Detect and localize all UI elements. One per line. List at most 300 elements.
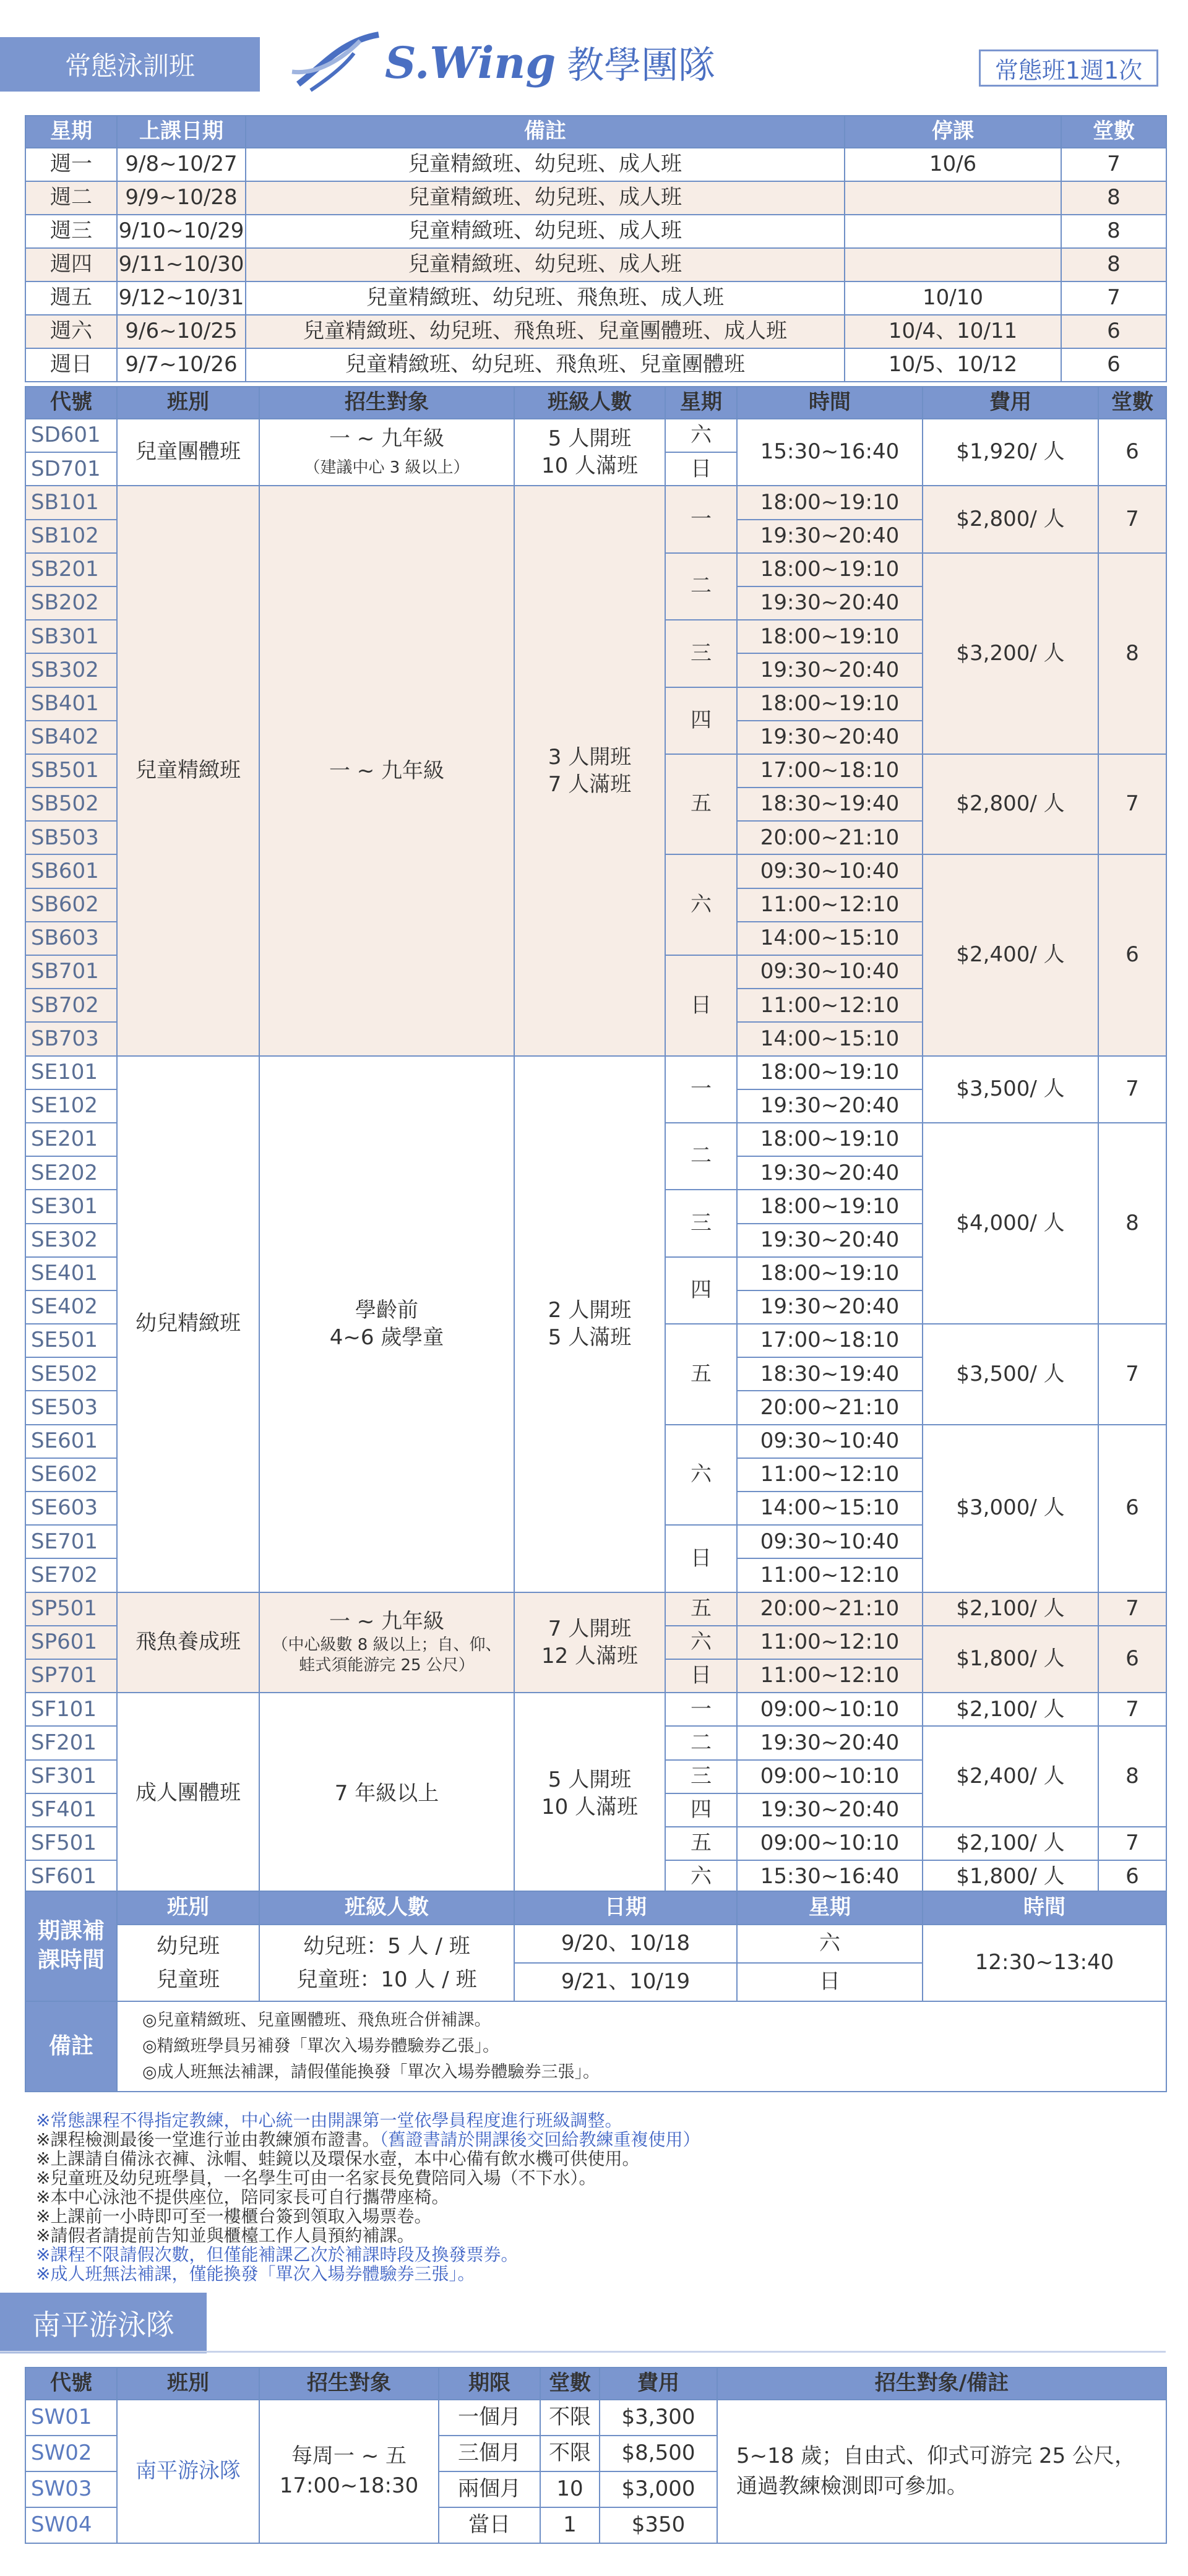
remarks-label: 備註 bbox=[25, 2001, 117, 2092]
class-time: 09:00~10:10 bbox=[737, 1760, 923, 1793]
divider bbox=[0, 2351, 1166, 2353]
class-weekday: 二 bbox=[665, 553, 737, 620]
lesson-count: 6 bbox=[1061, 348, 1166, 382]
class-group-name: 幼兒精緻班 bbox=[117, 1056, 259, 1592]
class-time: 19:30~20:40 bbox=[737, 1089, 923, 1123]
remark-line: ◎成人班無法補課，請假僅能換發「單次入場券體驗券三張」。 bbox=[142, 2062, 600, 2082]
holiday: 10/6 bbox=[845, 148, 1061, 181]
col-header: 班級人數 bbox=[514, 387, 665, 419]
class-time: 19:30~20:40 bbox=[737, 653, 923, 687]
schedule-row bbox=[25, 348, 1166, 382]
note-line bbox=[36, 2187, 1162, 2207]
makeup-size: 兒童班：10 人 / 班 bbox=[296, 1967, 477, 1992]
class-code: SF601 bbox=[25, 1860, 117, 1894]
brand-logo bbox=[286, 28, 731, 97]
class-weekday: 六 bbox=[665, 1626, 737, 1659]
class-time: 18:00~19:10 bbox=[737, 1257, 923, 1290]
lesson-count: 7 bbox=[1061, 148, 1166, 181]
class-weekday: 日 bbox=[665, 1525, 737, 1592]
col-header: 代號 bbox=[25, 387, 117, 419]
class-time: 11:00~12:10 bbox=[737, 888, 923, 922]
note-text: ※本中心泳池不提供座位，陪同家長可自行攜帶座椅。 bbox=[36, 2187, 449, 2207]
class-code: SE602 bbox=[25, 1458, 117, 1492]
class-lesson-count: 8 bbox=[1098, 553, 1166, 754]
class-weekday: 五 bbox=[665, 1827, 737, 1860]
class-lesson-count: 7 bbox=[1098, 486, 1166, 552]
date-range: 9/7~10/26 bbox=[117, 348, 246, 382]
class-weekday: 日 bbox=[665, 955, 737, 1056]
class-weekday: 二 bbox=[665, 1123, 737, 1190]
class-lesson-count: 6 bbox=[1098, 854, 1166, 1055]
class-lesson-count: 8 bbox=[1098, 1123, 1166, 1324]
col-header: 堂數 bbox=[540, 2368, 600, 2400]
col-header: 堂數 bbox=[1098, 387, 1166, 419]
class-row bbox=[25, 419, 1166, 452]
class-row bbox=[25, 1693, 1166, 1726]
class-weekday: 一 bbox=[665, 486, 737, 552]
class-code: SB302 bbox=[25, 653, 117, 687]
date-range: 9/11~10/30 bbox=[117, 248, 246, 281]
class-weekday: 五 bbox=[665, 1324, 737, 1425]
note-line bbox=[36, 2111, 1162, 2130]
class-code: SP701 bbox=[25, 1659, 117, 1693]
weekday: 週二 bbox=[25, 181, 117, 215]
note-text: ※請假者請提前告知並與櫃檯工作人員預約補課。 bbox=[36, 2225, 415, 2246]
class-fee: $3,500/ 人 bbox=[923, 1324, 1098, 1425]
class-row bbox=[25, 486, 1166, 519]
class-size-min: 5 人開班 bbox=[548, 426, 632, 451]
weekday: 週一 bbox=[25, 148, 117, 181]
class-weekday: 三 bbox=[665, 620, 737, 687]
target-note: （中心級數 8 級以上；自、仰、蛙式須能游完 25 公尺） bbox=[272, 1636, 502, 1675]
class-code: SE202 bbox=[25, 1156, 117, 1190]
notes-list bbox=[36, 2111, 1162, 2283]
class-code: SB603 bbox=[25, 922, 117, 955]
class-weekday: 六 bbox=[665, 1860, 737, 1894]
section-tag-team: 南平游泳隊 bbox=[0, 2293, 207, 2353]
class-fee: $2,100/ 人 bbox=[923, 1827, 1098, 1860]
col-header: 上課日期 bbox=[117, 116, 246, 148]
class-target bbox=[259, 1592, 514, 1693]
class-time: 19:30~20:40 bbox=[737, 1156, 923, 1190]
class-code: SE502 bbox=[25, 1357, 117, 1391]
class-size-min: 7 人開班 bbox=[548, 1616, 632, 1641]
class-lesson-count: 6 bbox=[1098, 1860, 1166, 1894]
class-size-max: 7 人滿班 bbox=[548, 771, 632, 797]
holiday: 10/5、10/12 bbox=[845, 348, 1061, 382]
remark-line: ◎兒童精緻班、兒童團體班、飛魚班合併補課。 bbox=[142, 2011, 491, 2030]
col-header: 星期 bbox=[737, 1891, 923, 1925]
class-code: SE301 bbox=[25, 1190, 117, 1223]
class-fee: $4,000/ 人 bbox=[923, 1123, 1098, 1324]
makeup-label: 期課補課時間 bbox=[25, 1891, 117, 2001]
class-size bbox=[514, 419, 665, 486]
col-header: 班別 bbox=[117, 387, 259, 419]
class-size bbox=[514, 486, 665, 1055]
col-header: 備註 bbox=[246, 116, 845, 148]
note-line bbox=[36, 2168, 1162, 2187]
class-code: SE302 bbox=[25, 1224, 117, 1257]
class-time: 19:30~20:40 bbox=[737, 721, 923, 754]
class-code: SB401 bbox=[25, 687, 117, 721]
class-weekday: 一 bbox=[665, 1693, 737, 1726]
class-weekday: 五 bbox=[665, 1592, 737, 1626]
col-header: 時間 bbox=[923, 1891, 1166, 1925]
team-table bbox=[25, 2367, 1167, 2544]
weekday: 週日 bbox=[25, 348, 117, 382]
col-header: 班別 bbox=[117, 1891, 259, 1925]
class-weekday: 日 bbox=[665, 1659, 737, 1693]
team-note: 5~18 歲；自由式、仰式可游完 25 公尺，通過教練檢測即可參加。 bbox=[717, 2400, 1166, 2543]
class-weekday: 日 bbox=[665, 452, 737, 486]
class-time: 19:30~20:40 bbox=[737, 1793, 923, 1827]
class-code: SE503 bbox=[25, 1391, 117, 1424]
class-code: SP501 bbox=[25, 1592, 117, 1626]
class-code: SF501 bbox=[25, 1827, 117, 1860]
class-code: SB301 bbox=[25, 620, 117, 653]
class-weekday: 五 bbox=[665, 754, 737, 855]
class-time: 18:00~19:10 bbox=[737, 1056, 923, 1089]
class-lesson-count: 7 bbox=[1098, 754, 1166, 855]
logo-text: 教學團隊 bbox=[567, 44, 716, 87]
class-size-min: 5 人開班 bbox=[548, 1767, 632, 1792]
target-grade: 一 ~ 九年級 bbox=[329, 1608, 445, 1634]
team-target-days: 每周一 ~ 五 bbox=[291, 2444, 407, 2469]
makeup-size: 幼兒班：5 人 / 班 bbox=[303, 1933, 470, 1959]
target-grade: 一 ~ 九年級 bbox=[329, 758, 445, 783]
note-text: ※成人班無法補課，僅能換發「單次入場券體驗券三張」。 bbox=[36, 2264, 475, 2284]
class-code: SB101 bbox=[25, 486, 117, 519]
col-header: 招生對象 bbox=[259, 2368, 439, 2400]
team-period: 三個月 bbox=[439, 2436, 540, 2471]
col-header: 星期 bbox=[25, 116, 117, 148]
class-group-name: 兒童團體班 bbox=[117, 419, 259, 486]
class-time: 09:00~10:10 bbox=[737, 1693, 923, 1726]
date-range: 9/6~10/25 bbox=[117, 315, 246, 348]
class-code: SD701 bbox=[25, 452, 117, 486]
class-code: SB503 bbox=[25, 821, 117, 854]
col-header: 班級人數 bbox=[259, 1891, 514, 1925]
team-code: SW01 bbox=[25, 2400, 117, 2436]
target-note: （建議中心 3 級以上） bbox=[304, 458, 470, 478]
note-line bbox=[36, 2264, 1162, 2283]
class-weekday: 六 bbox=[665, 854, 737, 955]
team-target-time: 17:00~18:30 bbox=[279, 2473, 419, 2498]
target-age: 4~6 歲學童 bbox=[329, 1325, 444, 1350]
class-fee: $2,800/ 人 bbox=[923, 486, 1098, 552]
target-grade: 一 ~ 九年級 bbox=[329, 426, 445, 451]
class-time: 18:00~19:10 bbox=[737, 553, 923, 586]
schedule-row bbox=[25, 181, 1166, 215]
class-fee: $1,800/ 人 bbox=[923, 1626, 1098, 1693]
holiday bbox=[845, 215, 1061, 248]
class-lesson-count: 6 bbox=[1098, 419, 1166, 486]
class-code: SP601 bbox=[25, 1626, 117, 1659]
class-lesson-count: 6 bbox=[1098, 1626, 1166, 1693]
team-count: 不限 bbox=[540, 2436, 600, 2471]
team-name: 南平游泳隊 bbox=[117, 2400, 259, 2543]
class-code: SF401 bbox=[25, 1793, 117, 1827]
class-time: 15:30~16:40 bbox=[737, 419, 923, 486]
holiday: 10/4、10/11 bbox=[845, 315, 1061, 348]
note-text: ※常態課程不得指定教練，中心統一由開課第一堂依學員程度進行班級調整。 bbox=[36, 2110, 622, 2131]
class-time: 19:30~20:40 bbox=[737, 1290, 923, 1324]
class-list: 兒童精緻班、幼兒班、成人班 bbox=[246, 181, 845, 215]
class-time: 18:00~19:10 bbox=[737, 1123, 923, 1156]
team-fee: $3,300 bbox=[600, 2400, 717, 2436]
class-code: SB202 bbox=[25, 586, 117, 620]
frequency-tag: 常態班1週1次 bbox=[979, 49, 1158, 87]
target-grade: 7 年級以上 bbox=[334, 1780, 439, 1806]
class-code: SD601 bbox=[25, 419, 117, 452]
class-list: 兒童精緻班、幼兒班、飛魚班、兒童團體班 bbox=[246, 348, 845, 382]
class-time: 20:00~21:10 bbox=[737, 1592, 923, 1626]
lesson-count: 8 bbox=[1061, 181, 1166, 215]
weekday: 週六 bbox=[25, 315, 117, 348]
classes-table bbox=[25, 386, 1167, 1894]
col-header: 招生對象 bbox=[259, 387, 514, 419]
class-time: 14:00~15:10 bbox=[737, 1492, 923, 1525]
col-header: 代號 bbox=[25, 2368, 117, 2400]
class-size-min: 3 人開班 bbox=[548, 744, 632, 770]
class-lesson-count: 7 bbox=[1098, 1827, 1166, 1860]
class-time: 09:30~10:40 bbox=[737, 955, 923, 989]
class-code: SF301 bbox=[25, 1760, 117, 1793]
class-target bbox=[259, 1693, 514, 1894]
class-time: 11:00~12:10 bbox=[737, 1626, 923, 1659]
makeup-table bbox=[25, 1891, 1167, 2092]
class-code: SB701 bbox=[25, 955, 117, 989]
date-range: 9/9~10/28 bbox=[117, 181, 246, 215]
note-text: ※上課前一小時即可至一樓櫃台簽到領取入場票卷。 bbox=[36, 2206, 432, 2226]
class-group-name: 飛魚養成班 bbox=[117, 1592, 259, 1693]
class-time: 18:00~19:10 bbox=[737, 687, 923, 721]
note-text: ※課程不限請假次數，但僅能補課乙次於補課時段及換發票券。 bbox=[36, 2244, 519, 2265]
class-size bbox=[514, 1592, 665, 1693]
team-count: 10 bbox=[540, 2471, 600, 2507]
class-list: 兒童精緻班、幼兒班、成人班 bbox=[246, 215, 845, 248]
class-time: 20:00~21:10 bbox=[737, 1391, 923, 1424]
class-row bbox=[25, 1592, 1166, 1626]
team-period: 一個月 bbox=[439, 2400, 540, 2436]
weekday: 週三 bbox=[25, 215, 117, 248]
section-tag-regular: 常態泳訓班 bbox=[0, 37, 260, 92]
note-text: ※課程檢測最後一堂進行並由教練頒布證書。 bbox=[36, 2129, 380, 2150]
note-extra: （舊證書請於開課後交回給教練重複使用） bbox=[379, 2129, 700, 2150]
class-weekday: 三 bbox=[665, 1190, 737, 1256]
team-fee: $350 bbox=[600, 2507, 717, 2543]
class-code: SE603 bbox=[25, 1492, 117, 1525]
class-time: 14:00~15:10 bbox=[737, 922, 923, 955]
class-fee: $3,500/ 人 bbox=[923, 1056, 1098, 1123]
date-range: 9/8~10/27 bbox=[117, 148, 246, 181]
class-time: 11:00~12:10 bbox=[737, 989, 923, 1022]
swing-logo-icon bbox=[286, 28, 385, 97]
lesson-count: 7 bbox=[1061, 281, 1166, 315]
note-text: ※上課請自備泳衣褲、泳帽、蛙鏡以及環保水壺，本中心備有飲水機可供使用。 bbox=[36, 2149, 640, 2169]
class-size-max: 10 人滿班 bbox=[541, 453, 639, 479]
class-code: SB703 bbox=[25, 1022, 117, 1055]
schedule-row bbox=[25, 215, 1166, 248]
weekday: 週四 bbox=[25, 248, 117, 281]
date-range: 9/10~10/29 bbox=[117, 215, 246, 248]
class-time: 18:00~19:10 bbox=[737, 620, 923, 653]
class-fee: $3,000/ 人 bbox=[923, 1425, 1098, 1592]
class-code: SE101 bbox=[25, 1056, 117, 1089]
team-target bbox=[259, 2400, 439, 2543]
class-fee: $1,920/ 人 bbox=[923, 419, 1098, 486]
class-fee: $1,800/ 人 bbox=[923, 1860, 1098, 1894]
class-weekday: 三 bbox=[665, 1760, 737, 1793]
makeup-class: 幼兒班 bbox=[157, 1933, 220, 1959]
class-lesson-count: 8 bbox=[1098, 1726, 1166, 1827]
team-period: 兩個月 bbox=[439, 2471, 540, 2507]
makeup-date: 9/21、10/19 bbox=[514, 1963, 737, 2001]
class-weekday: 二 bbox=[665, 1726, 737, 1759]
class-lesson-count: 7 bbox=[1098, 1592, 1166, 1626]
class-size bbox=[514, 1693, 665, 1894]
class-code: SF201 bbox=[25, 1726, 117, 1759]
remark-line: ◎精緻班學員另補發「單次入場券體驗券乙張」。 bbox=[142, 2037, 500, 2056]
makeup-classes bbox=[117, 1925, 259, 2001]
col-header: 費用 bbox=[923, 387, 1098, 419]
col-header: 費用 bbox=[600, 2368, 717, 2400]
schedule-row bbox=[25, 315, 1166, 348]
class-size-max: 5 人滿班 bbox=[548, 1325, 632, 1350]
team-fee: $8,500 bbox=[600, 2436, 717, 2471]
class-code: SE401 bbox=[25, 1257, 117, 1290]
class-time: 18:30~19:40 bbox=[737, 788, 923, 821]
class-list: 兒童精緻班、幼兒班、飛魚班、成人班 bbox=[246, 281, 845, 315]
class-fee: $2,100/ 人 bbox=[923, 1693, 1098, 1726]
class-time: 14:00~15:10 bbox=[737, 1022, 923, 1055]
class-size-max: 12 人滿班 bbox=[541, 1643, 639, 1668]
logo-brand: S.Wing bbox=[385, 36, 556, 88]
col-header: 班別 bbox=[117, 2368, 259, 2400]
class-time: 20:00~21:10 bbox=[737, 821, 923, 854]
class-time: 17:00~18:10 bbox=[737, 1324, 923, 1357]
class-size-min: 2 人開班 bbox=[548, 1297, 632, 1323]
class-time: 11:00~12:10 bbox=[737, 1659, 923, 1693]
class-weekday: 六 bbox=[665, 419, 737, 452]
class-code: SE501 bbox=[25, 1324, 117, 1357]
class-code: SE402 bbox=[25, 1290, 117, 1324]
class-weekday: 六 bbox=[665, 1425, 737, 1526]
holiday bbox=[845, 181, 1061, 215]
class-target bbox=[259, 419, 514, 486]
holiday bbox=[845, 248, 1061, 281]
class-time: 19:30~20:40 bbox=[737, 586, 923, 620]
team-count: 1 bbox=[540, 2507, 600, 2543]
makeup-day: 六 bbox=[737, 1925, 923, 1963]
team-count: 不限 bbox=[540, 2400, 600, 2436]
class-code: SB402 bbox=[25, 721, 117, 754]
class-lesson-count: 7 bbox=[1098, 1693, 1166, 1726]
class-time: 18:30~19:40 bbox=[737, 1357, 923, 1391]
class-weekday: 四 bbox=[665, 1793, 737, 1827]
class-code: SE601 bbox=[25, 1425, 117, 1458]
lesson-count: 8 bbox=[1061, 248, 1166, 281]
class-list: 兒童精緻班、幼兒班、飛魚班、兒童團體班、成人班 bbox=[246, 315, 845, 348]
schedule-table bbox=[25, 115, 1167, 382]
note-line bbox=[36, 2245, 1162, 2264]
remarks-content bbox=[117, 2001, 1166, 2092]
note-line bbox=[36, 2207, 1162, 2226]
class-code: SB501 bbox=[25, 754, 117, 788]
class-target bbox=[259, 486, 514, 1055]
target-age: 學齡前 bbox=[355, 1297, 418, 1323]
team-code: SW04 bbox=[25, 2507, 117, 2543]
class-group-name: 成人團體班 bbox=[117, 1693, 259, 1894]
team-code: SW03 bbox=[25, 2471, 117, 2507]
col-header: 時間 bbox=[737, 387, 923, 419]
class-code: SE701 bbox=[25, 1525, 117, 1558]
class-time: 09:30~10:40 bbox=[737, 854, 923, 888]
class-time: 09:30~10:40 bbox=[737, 1525, 923, 1558]
class-fee: $2,800/ 人 bbox=[923, 754, 1098, 855]
makeup-class: 兒童班 bbox=[157, 1967, 220, 1992]
class-lesson-count: 6 bbox=[1098, 1425, 1166, 1592]
class-code: SB702 bbox=[25, 989, 117, 1022]
class-code: SF101 bbox=[25, 1693, 117, 1726]
class-fee: $2,400/ 人 bbox=[923, 1726, 1098, 1827]
class-time: 15:30~16:40 bbox=[737, 1860, 923, 1894]
note-text: ※兒童班及幼兒班學員，一名學生可由一名家長免費陪同入場（不下水）。 bbox=[36, 2168, 596, 2188]
class-time: 11:00~12:10 bbox=[737, 1558, 923, 1592]
class-weekday: 一 bbox=[665, 1056, 737, 1123]
class-weekday: 四 bbox=[665, 1257, 737, 1324]
note-line bbox=[36, 2130, 1162, 2149]
class-time: 19:30~20:40 bbox=[737, 520, 923, 553]
col-header: 停課 bbox=[845, 116, 1061, 148]
class-lesson-count: 7 bbox=[1098, 1056, 1166, 1123]
class-list: 兒童精緻班、幼兒班、成人班 bbox=[246, 248, 845, 281]
schedule-row bbox=[25, 248, 1166, 281]
team-fee: $3,000 bbox=[600, 2471, 717, 2507]
lesson-count: 8 bbox=[1061, 215, 1166, 248]
makeup-sizes bbox=[259, 1925, 514, 2001]
class-time: 18:00~19:10 bbox=[737, 1190, 923, 1223]
class-size bbox=[514, 1056, 665, 1592]
note-line bbox=[36, 2226, 1162, 2245]
class-code: SB601 bbox=[25, 854, 117, 888]
class-time: 18:00~19:10 bbox=[737, 486, 923, 519]
class-code: SB502 bbox=[25, 788, 117, 821]
date-range: 9/12~10/31 bbox=[117, 281, 246, 315]
class-target bbox=[259, 1056, 514, 1592]
makeup-date: 9/20、10/18 bbox=[514, 1925, 737, 1963]
note-line bbox=[36, 2149, 1162, 2168]
col-header: 招生對象/備註 bbox=[717, 2368, 1166, 2400]
makeup-day: 日 bbox=[737, 1963, 923, 2001]
class-time: 09:00~10:10 bbox=[737, 1827, 923, 1860]
class-group-name: 兒童精緻班 bbox=[117, 486, 259, 1055]
class-weekday: 四 bbox=[665, 687, 737, 754]
class-code: SB201 bbox=[25, 553, 117, 586]
class-list: 兒童精緻班、幼兒班、成人班 bbox=[246, 148, 845, 181]
class-size-max: 10 人滿班 bbox=[541, 1794, 639, 1819]
schedule-row bbox=[25, 281, 1166, 315]
col-header: 星期 bbox=[665, 387, 737, 419]
col-header: 日期 bbox=[514, 1891, 737, 1925]
team-code: SW02 bbox=[25, 2436, 117, 2471]
class-code: SB102 bbox=[25, 520, 117, 553]
class-fee: $2,100/ 人 bbox=[923, 1592, 1098, 1626]
weekday: 週五 bbox=[25, 281, 117, 315]
holiday: 10/10 bbox=[845, 281, 1061, 315]
class-fee: $2,400/ 人 bbox=[923, 854, 1098, 1055]
col-header: 堂數 bbox=[1061, 116, 1166, 148]
